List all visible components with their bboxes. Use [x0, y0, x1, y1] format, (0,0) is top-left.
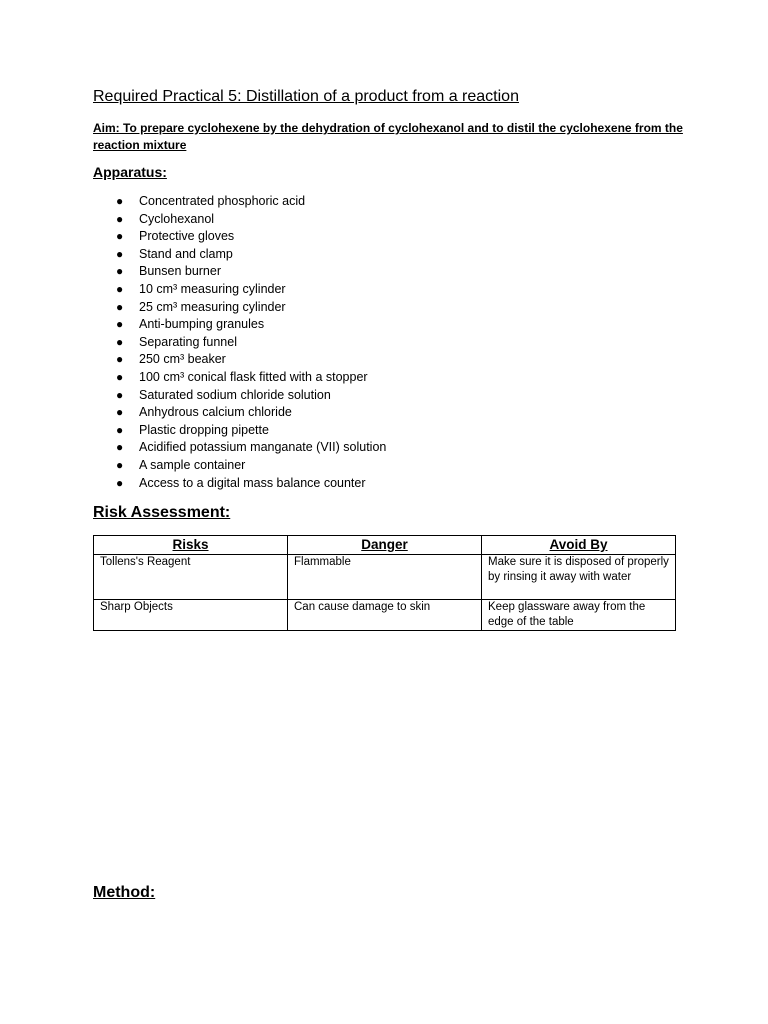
bullet-icon: ●	[116, 352, 124, 367]
table-header-row	[94, 536, 676, 555]
apparatus-item	[116, 475, 386, 493]
table-cell-danger: Flammable	[288, 555, 482, 600]
bullet-icon: ●	[116, 334, 124, 349]
apparatus-item-label: Access to a digital mass balance counter	[139, 475, 366, 490]
apparatus-item-label: Anhydrous calcium chloride	[139, 405, 292, 420]
bullet-icon: ●	[116, 405, 124, 420]
table-cell-risk: Sharp Objects	[94, 600, 288, 631]
apparatus-item	[116, 351, 386, 369]
apparatus-item-label: Saturated sodium chloride solution	[139, 387, 331, 402]
apparatus-item	[116, 404, 386, 422]
page-title: Required Practical 5: Distillation of a product from a reaction	[93, 88, 519, 105]
aim-statement: Aim: To prepare cyclohexene by the dehydration of cyclohexanol and to distil the cyclohexene from the reaction mixture	[93, 121, 683, 152]
apparatus-item-label: Separating funnel	[139, 334, 237, 349]
apparatus-item-label: 100 cm³ conical flask fitted with a stopper	[139, 369, 368, 384]
risk-assessment-table	[93, 535, 676, 631]
apparatus-item-label: Bunsen burner	[139, 264, 222, 279]
apparatus-item-label: Plastic dropping pipette	[139, 422, 269, 437]
bullet-icon: ●	[116, 299, 124, 314]
apparatus-item	[116, 281, 386, 299]
bullet-icon: ●	[116, 440, 124, 455]
apparatus-item	[116, 246, 386, 264]
apparatus-item-label: Acidified potassium manganate (VII) solution	[139, 440, 387, 455]
apparatus-item	[116, 334, 386, 352]
table-cell-risk: Tollens's Reagent	[94, 555, 288, 600]
apparatus-item	[116, 228, 386, 246]
bullet-icon: ●	[116, 264, 124, 279]
apparatus-item-label: Cyclohexanol	[139, 211, 215, 226]
apparatus-item-label: 25 cm³ measuring cylinder	[139, 299, 286, 314]
apparatus-item	[116, 439, 387, 457]
apparatus-item-label: Protective gloves	[139, 229, 235, 244]
column-header-danger: Danger	[288, 536, 482, 555]
bullet-icon: ●	[116, 457, 124, 472]
apparatus-item	[116, 422, 386, 440]
apparatus-item-label: A sample container	[139, 457, 246, 472]
bullet-icon: ●	[116, 281, 124, 296]
bullet-icon: ●	[116, 387, 124, 402]
column-header-risks: Risks	[94, 536, 288, 555]
table-cell-danger: Can cause damage to skin	[288, 600, 482, 631]
apparatus-item-label: 250 cm³ beaker	[139, 352, 226, 367]
method-heading: Method:	[93, 884, 156, 901]
bullet-icon: ●	[116, 317, 124, 332]
bullet-icon: ●	[116, 211, 124, 226]
apparatus-item	[116, 299, 386, 317]
bullet-icon: ●	[116, 229, 124, 244]
apparatus-item	[116, 316, 386, 334]
apparatus-item	[116, 263, 386, 281]
apparatus-list	[116, 193, 387, 492]
table-cell-avoid-by: Make sure it is disposed of properly by rinsing it away with water	[482, 555, 676, 600]
apparatus-item-label: Concentrated phosphoric acid	[139, 194, 306, 208]
table-row	[94, 600, 676, 631]
apparatus-item	[116, 369, 386, 387]
bullet-icon: ●	[116, 246, 124, 261]
bullet-icon: ●	[116, 369, 124, 384]
column-header-avoid-by: Avoid By	[482, 536, 676, 555]
bullet-icon: ●	[116, 194, 124, 208]
apparatus-item	[116, 387, 386, 405]
risk-assessment-heading: Risk Assessment:	[93, 504, 231, 521]
table-row	[94, 555, 676, 600]
bullet-icon: ●	[116, 422, 124, 437]
apparatus-item-label: Stand and clamp	[139, 246, 233, 261]
apparatus-item	[116, 211, 386, 229]
apparatus-item-label: 10 cm³ measuring cylinder	[139, 281, 286, 296]
apparatus-item	[116, 457, 386, 475]
apparatus-heading: Apparatus:	[93, 164, 167, 180]
table-cell-avoid-by: Keep glassware away from the edge of the table	[482, 600, 676, 631]
apparatus-item	[116, 193, 386, 211]
bullet-icon: ●	[116, 475, 124, 490]
apparatus-item-label: Anti-bumping granules	[139, 317, 265, 332]
